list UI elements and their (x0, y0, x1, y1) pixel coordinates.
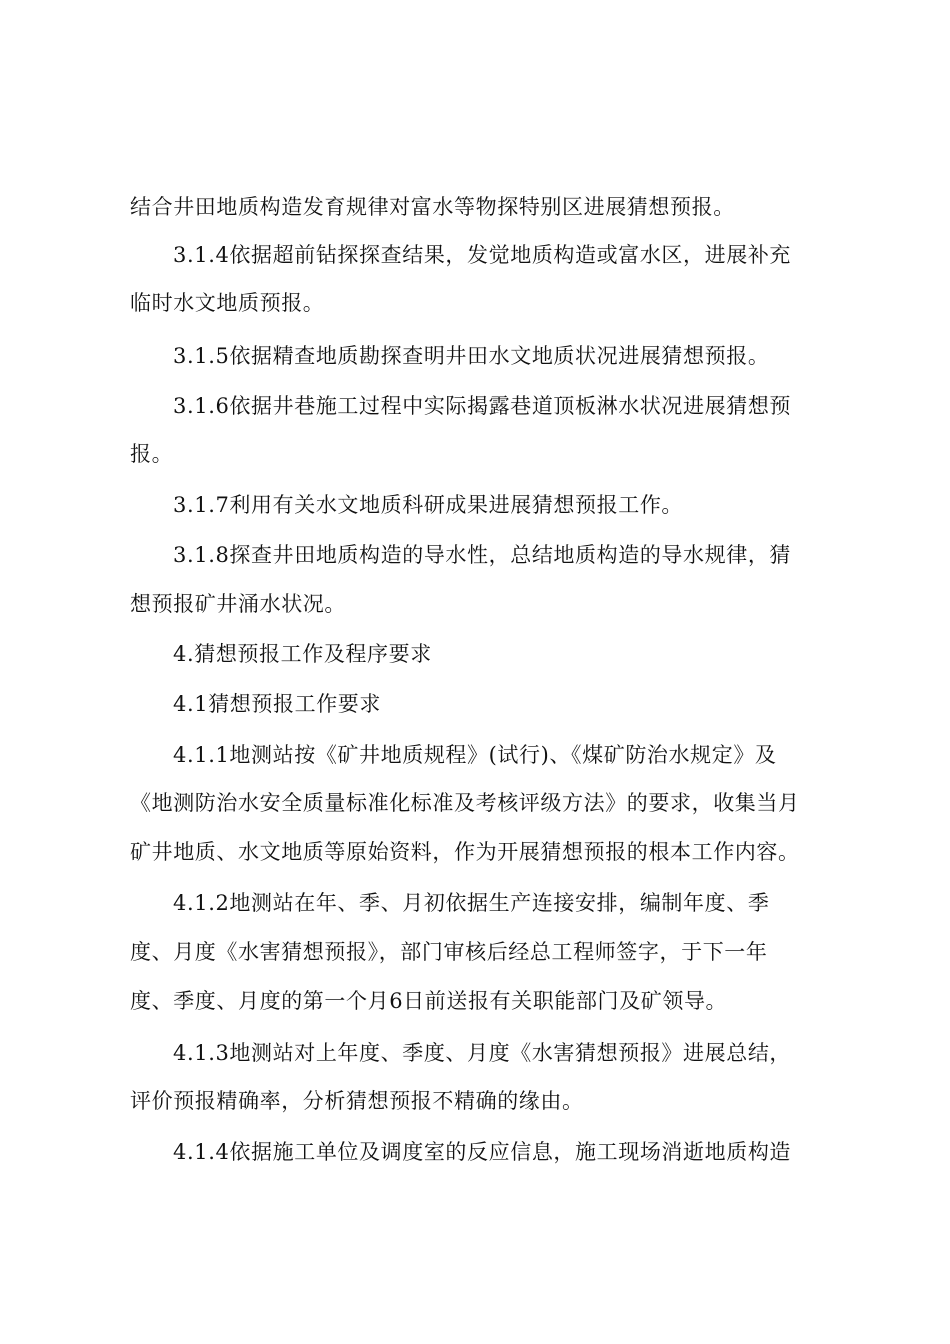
subsection-heading: 4.1猜想预报工作要求 (173, 692, 381, 716)
text-line: 度、季度、月度的第一个月6日前送报有关职能部门及矿领导。 (130, 989, 728, 1013)
text-line: 矿井地质、水文地质等原始资料，作为开展猜想预报的根本工作内容。 (130, 840, 800, 864)
text-line: 4.1.3地测站对上年度、季度、月度《水害猜想预报》进展总结， (173, 1041, 792, 1065)
text-line: 3.1.5依据精查地质勘探查明井田水文地质状况进展猜想预报。 (173, 344, 770, 368)
text-line: 报。 (130, 442, 174, 466)
text-line: 评价预报精确率，分析猜想预报不精确的缘由。 (130, 1089, 584, 1113)
text-line: 4.1.1地测站按《矿井地质规程》(试行)、《煤矿防治水规定》及 (173, 743, 777, 767)
text-line: 结合井田地质构造发育规律对富水等物探特别区进展猜想预报。 (130, 195, 735, 219)
text-line: 3.1.8探查井田地质构造的导水性，总结地质构造的导水规律，猜 (173, 543, 792, 567)
section-heading: 4.猜想预报工作及程序要求 (173, 642, 432, 666)
text-line: 度、月度《水害猜想预报》，部门审核后经总工程师签字，于下一年 (130, 940, 768, 964)
text-line: 3.1.4依据超前钻探探查结果，发觉地质构造或富水区，进展补充 (173, 243, 792, 267)
text-line: 4.1.2地测站在年、季、月初依据生产连接安排，编制年度、季 (173, 891, 770, 915)
text-line: 想预报矿井涌水状况。 (130, 592, 346, 616)
text-line: 临时水文地质预报。 (130, 291, 325, 315)
text-line: 3.1.7利用有关水文地质科研成果进展猜想预报工作。 (173, 493, 684, 517)
text-line: 3.1.6依据井巷施工过程中实际揭露巷道顶板淋水状况进展猜想预 (173, 394, 792, 418)
text-line: 《地测防治水安全质量标准化标准及考核评级方法》的要求，收集当月 (130, 791, 800, 815)
text-line: 4.1.4依据施工单位及调度室的反应信息，施工现场消逝地质构造 (173, 1140, 792, 1164)
